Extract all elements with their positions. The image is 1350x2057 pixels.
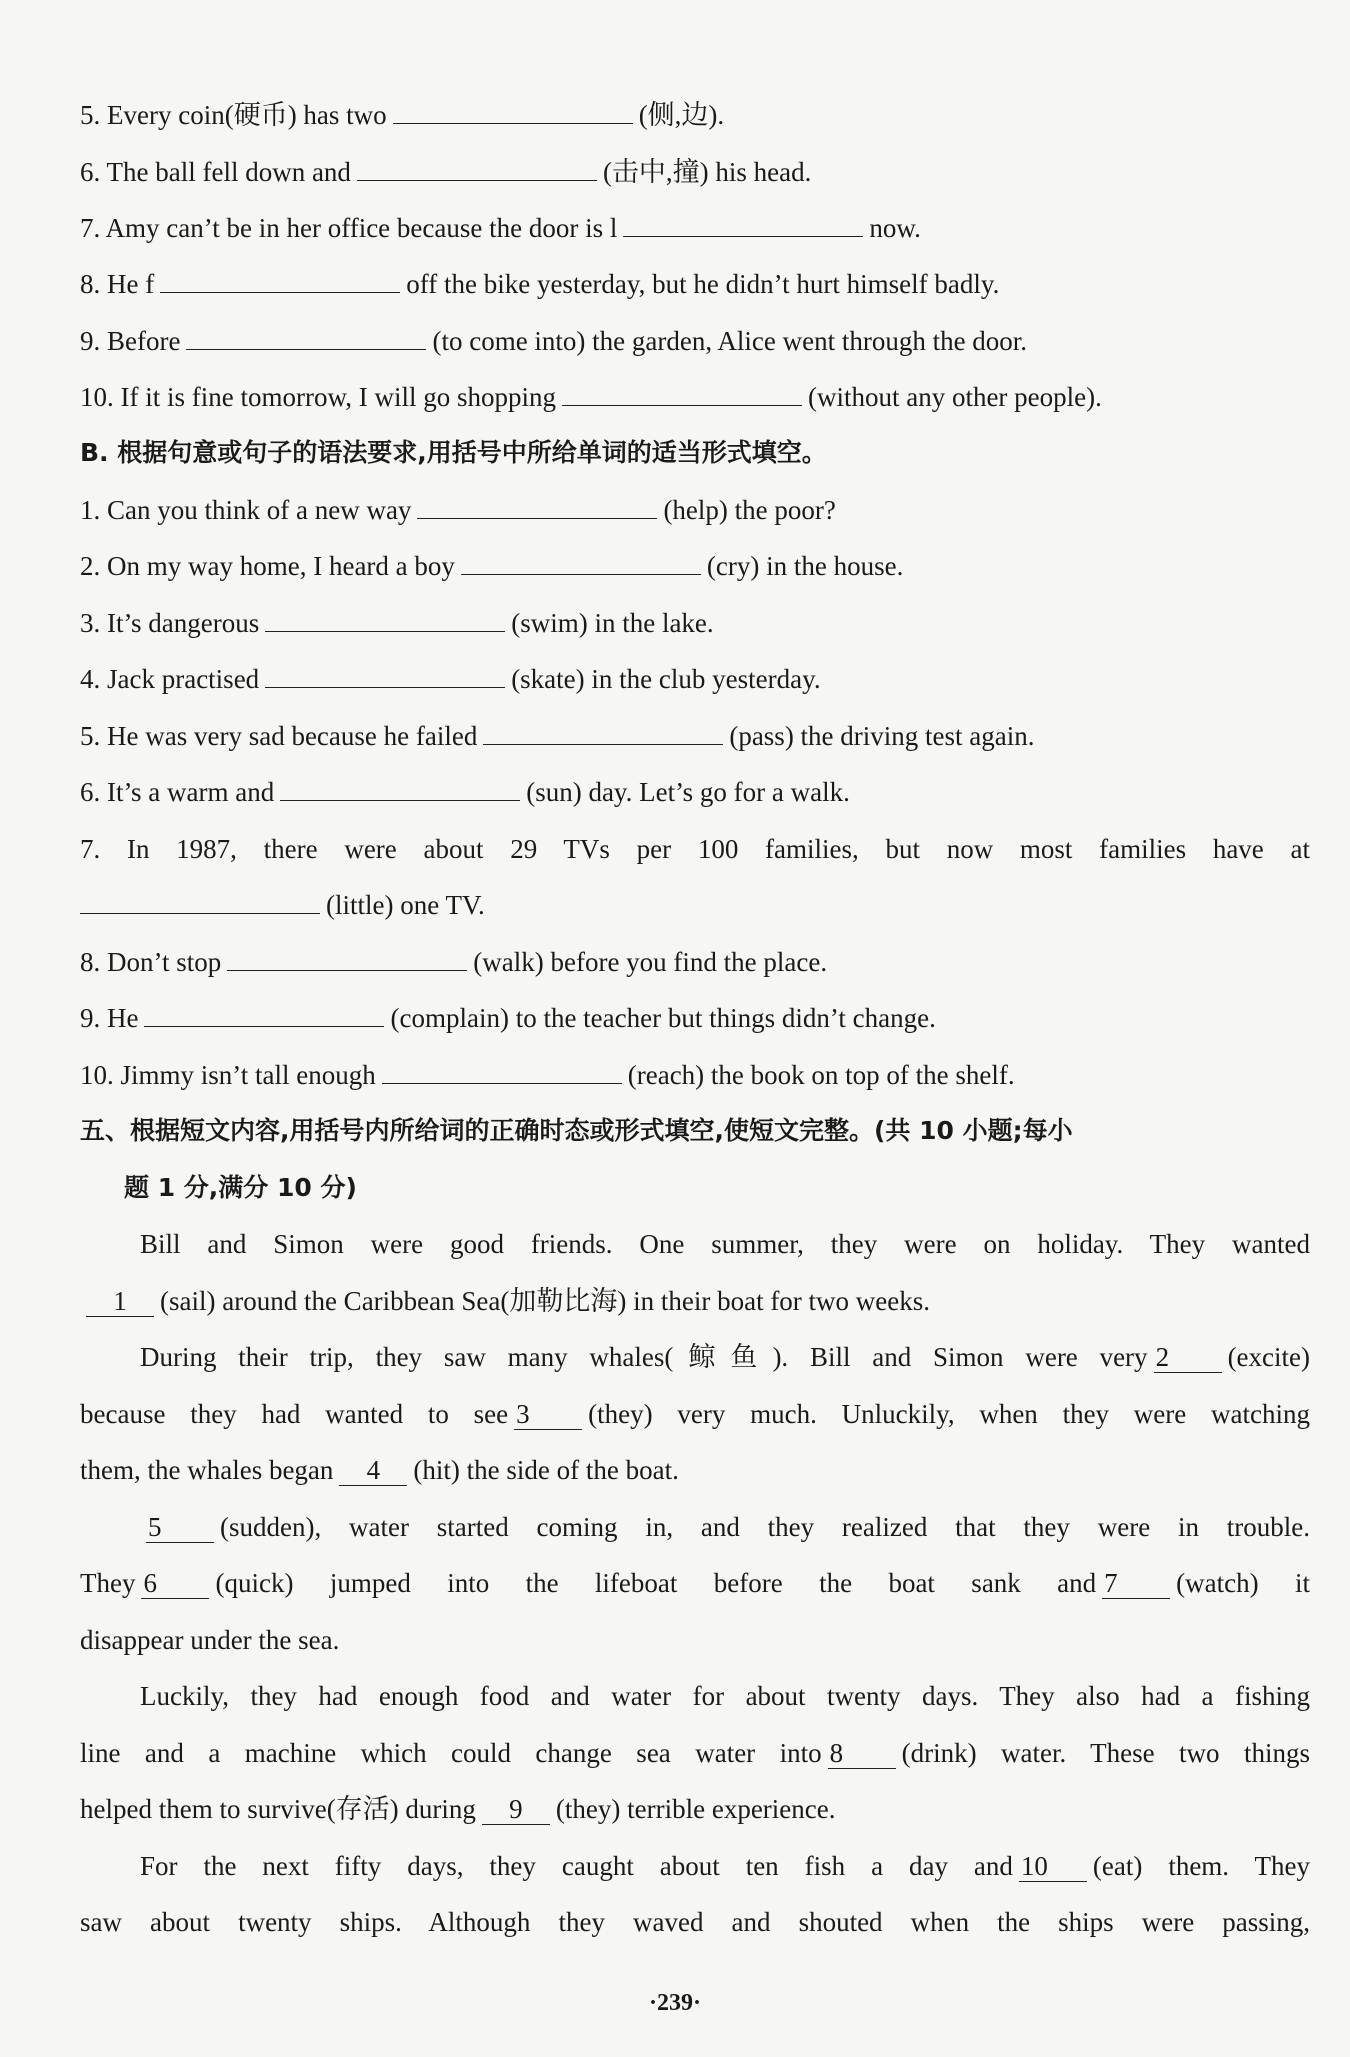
passage-text: them, the whales began (80, 1455, 334, 1485)
passage-text: (sudden), water started coming in, and they realized that they were in trouble. (220, 1511, 1310, 1542)
numbered-blank[interactable]: 6 (141, 1568, 209, 1599)
passage-text: For the next fifty days, they caught about ten fish a day and (140, 1850, 1013, 1881)
answer-blank[interactable] (80, 889, 320, 914)
part-b-item: 7. In 1987, there were about 29 TVs per 100 families, but now most families have at (80, 834, 1310, 864)
passage-line (80, 1281, 1310, 1321)
passage-text: (hit) the side of the boat. (413, 1455, 679, 1485)
answer-blank[interactable] (483, 720, 723, 745)
section5-heading-cont: 题 1 分,满分 10 分) (124, 1173, 357, 1202)
numbered-blank[interactable]: 9 (482, 1794, 550, 1825)
passage-line (140, 1846, 1310, 1886)
passage-line (80, 1563, 1310, 1603)
passage-text: disappear under the sea. (80, 1624, 340, 1655)
passage-text: (eat) them. They (1092, 1850, 1310, 1881)
part-a-item: 8. He f off the bike yesterday, but he didn’t hurt himself badly. (80, 269, 1000, 299)
part-b-item: 8. Don’t stop (walk) before you find the place. (80, 947, 828, 977)
passage-text: (drink) water. These two things (901, 1737, 1310, 1768)
part-a-item: 7. Amy can’t be in her office because the door is l now. (80, 213, 921, 243)
passage-line (80, 1394, 1310, 1434)
answer-blank[interactable] (280, 776, 520, 801)
passage-line (80, 1902, 1310, 1942)
passage-line (140, 1224, 1310, 1264)
numbered-blank[interactable]: 7 (1102, 1568, 1170, 1599)
part-b-heading: B. 根据句意或句子的语法要求,用括号中所给单词的适当形式填空。 (80, 438, 827, 467)
numbered-blank[interactable]: 4 (339, 1455, 407, 1486)
answer-blank[interactable] (186, 325, 426, 350)
passage-text: Bill and Simon were good friends. One summer, they were on holiday. They wanted (140, 1229, 1310, 1259)
passage-line (140, 1337, 1310, 1377)
numbered-blank[interactable]: 8 (828, 1738, 896, 1769)
numbered-blank[interactable]: 3 (514, 1399, 582, 1430)
part-b-item: 3. It’s dangerous (swim) in the lake. (80, 608, 714, 638)
answer-blank[interactable] (265, 607, 505, 632)
passage-text: During their trip, they saw many whales(鲸鱼). Bill and Simon were very (140, 1342, 1148, 1372)
answer-blank[interactable] (144, 1002, 384, 1027)
answer-blank[interactable] (461, 550, 701, 575)
passage-line (80, 1733, 1310, 1773)
passage-text: saw about twenty ships. Although they waved and shouted when the ships were passing, (80, 1907, 1310, 1937)
passage-text: Luckily, they had enough food and water for about twenty days. They also had a fishing (140, 1681, 1310, 1711)
part-b-item: 2. On my way home, I heard a boy (cry) in the house. (80, 551, 904, 581)
passage-text: (watch) it (1176, 1568, 1310, 1598)
passage-text: (excite) (1227, 1342, 1310, 1372)
answer-blank[interactable] (562, 381, 802, 406)
numbered-blank[interactable]: 1 (86, 1286, 154, 1317)
passage-text: (quick) jumped into the lifeboat before the boat sank and (215, 1568, 1097, 1598)
answer-blank[interactable] (227, 946, 467, 971)
section5-heading: 五、根据短文内容,用括号内所给词的正确时态或形式填空,使短文完整。(共 10 小题;每小 (80, 1116, 1073, 1145)
part-b-item: 9. He (complain) to the teacher but things didn’t change. (80, 1003, 936, 1033)
passage-text: (they) very much. Unluckily, when they were watching (588, 1398, 1310, 1429)
passage-line (140, 1676, 1310, 1716)
numbered-blank[interactable]: 5 (146, 1512, 214, 1543)
part-b-item: 4. Jack practised (skate) in the club yesterday. (80, 664, 821, 694)
part-a-item: 10. If it is fine tomorrow, I will go shopping (without any other people). (80, 382, 1102, 412)
passage-text: (they) terrible experience. (555, 1794, 836, 1824)
answer-blank[interactable] (160, 268, 400, 293)
page-number: ·239· (648, 1990, 701, 2016)
passage-line (80, 1450, 1310, 1490)
passage-text: (sail) around the Caribbean Sea(加勒比海) in their boat for two weeks. (160, 1285, 931, 1316)
passage-line (80, 1620, 1310, 1660)
passage-line (140, 1507, 1310, 1547)
numbered-blank[interactable]: 2 (1154, 1342, 1222, 1373)
part-b-item: 1. Can you think of a new way (help) the poor? (80, 495, 836, 525)
part-b-item: 5. He was very sad because he failed (pass) the driving test again. (80, 721, 1035, 751)
part-a-item: 5. Every coin(硬币) has two (侧,边). (80, 100, 725, 130)
answer-blank[interactable] (393, 99, 633, 124)
part-a-item: 9. Before (to come into) the garden, Alice went through the door. (80, 326, 1028, 356)
passage-line (80, 1789, 1310, 1829)
passage-text: because they had wanted to see (80, 1398, 509, 1429)
answer-blank[interactable] (265, 663, 505, 688)
passage-text: helped them to survive(存活) during (80, 1794, 476, 1824)
passage-text: They (80, 1568, 136, 1598)
answer-blank[interactable] (623, 212, 863, 237)
numbered-blank[interactable]: 10 (1019, 1851, 1087, 1882)
part-b-item-continued: (little) one TV. (80, 885, 1310, 925)
answer-blank[interactable] (382, 1059, 622, 1084)
part-b-item: 6. It’s a warm and (sun) day. Let’s go for a walk. (80, 777, 850, 807)
passage-text: line and a machine which could change sea water into (80, 1737, 822, 1768)
part-b-item: 10. Jimmy isn’t tall enough (reach) the book on top of the shelf. (80, 1060, 1015, 1090)
part-a-item: 6. The ball fell down and (击中,撞) his head. (80, 157, 812, 187)
answer-blank[interactable] (357, 156, 597, 181)
answer-blank[interactable] (417, 494, 657, 519)
